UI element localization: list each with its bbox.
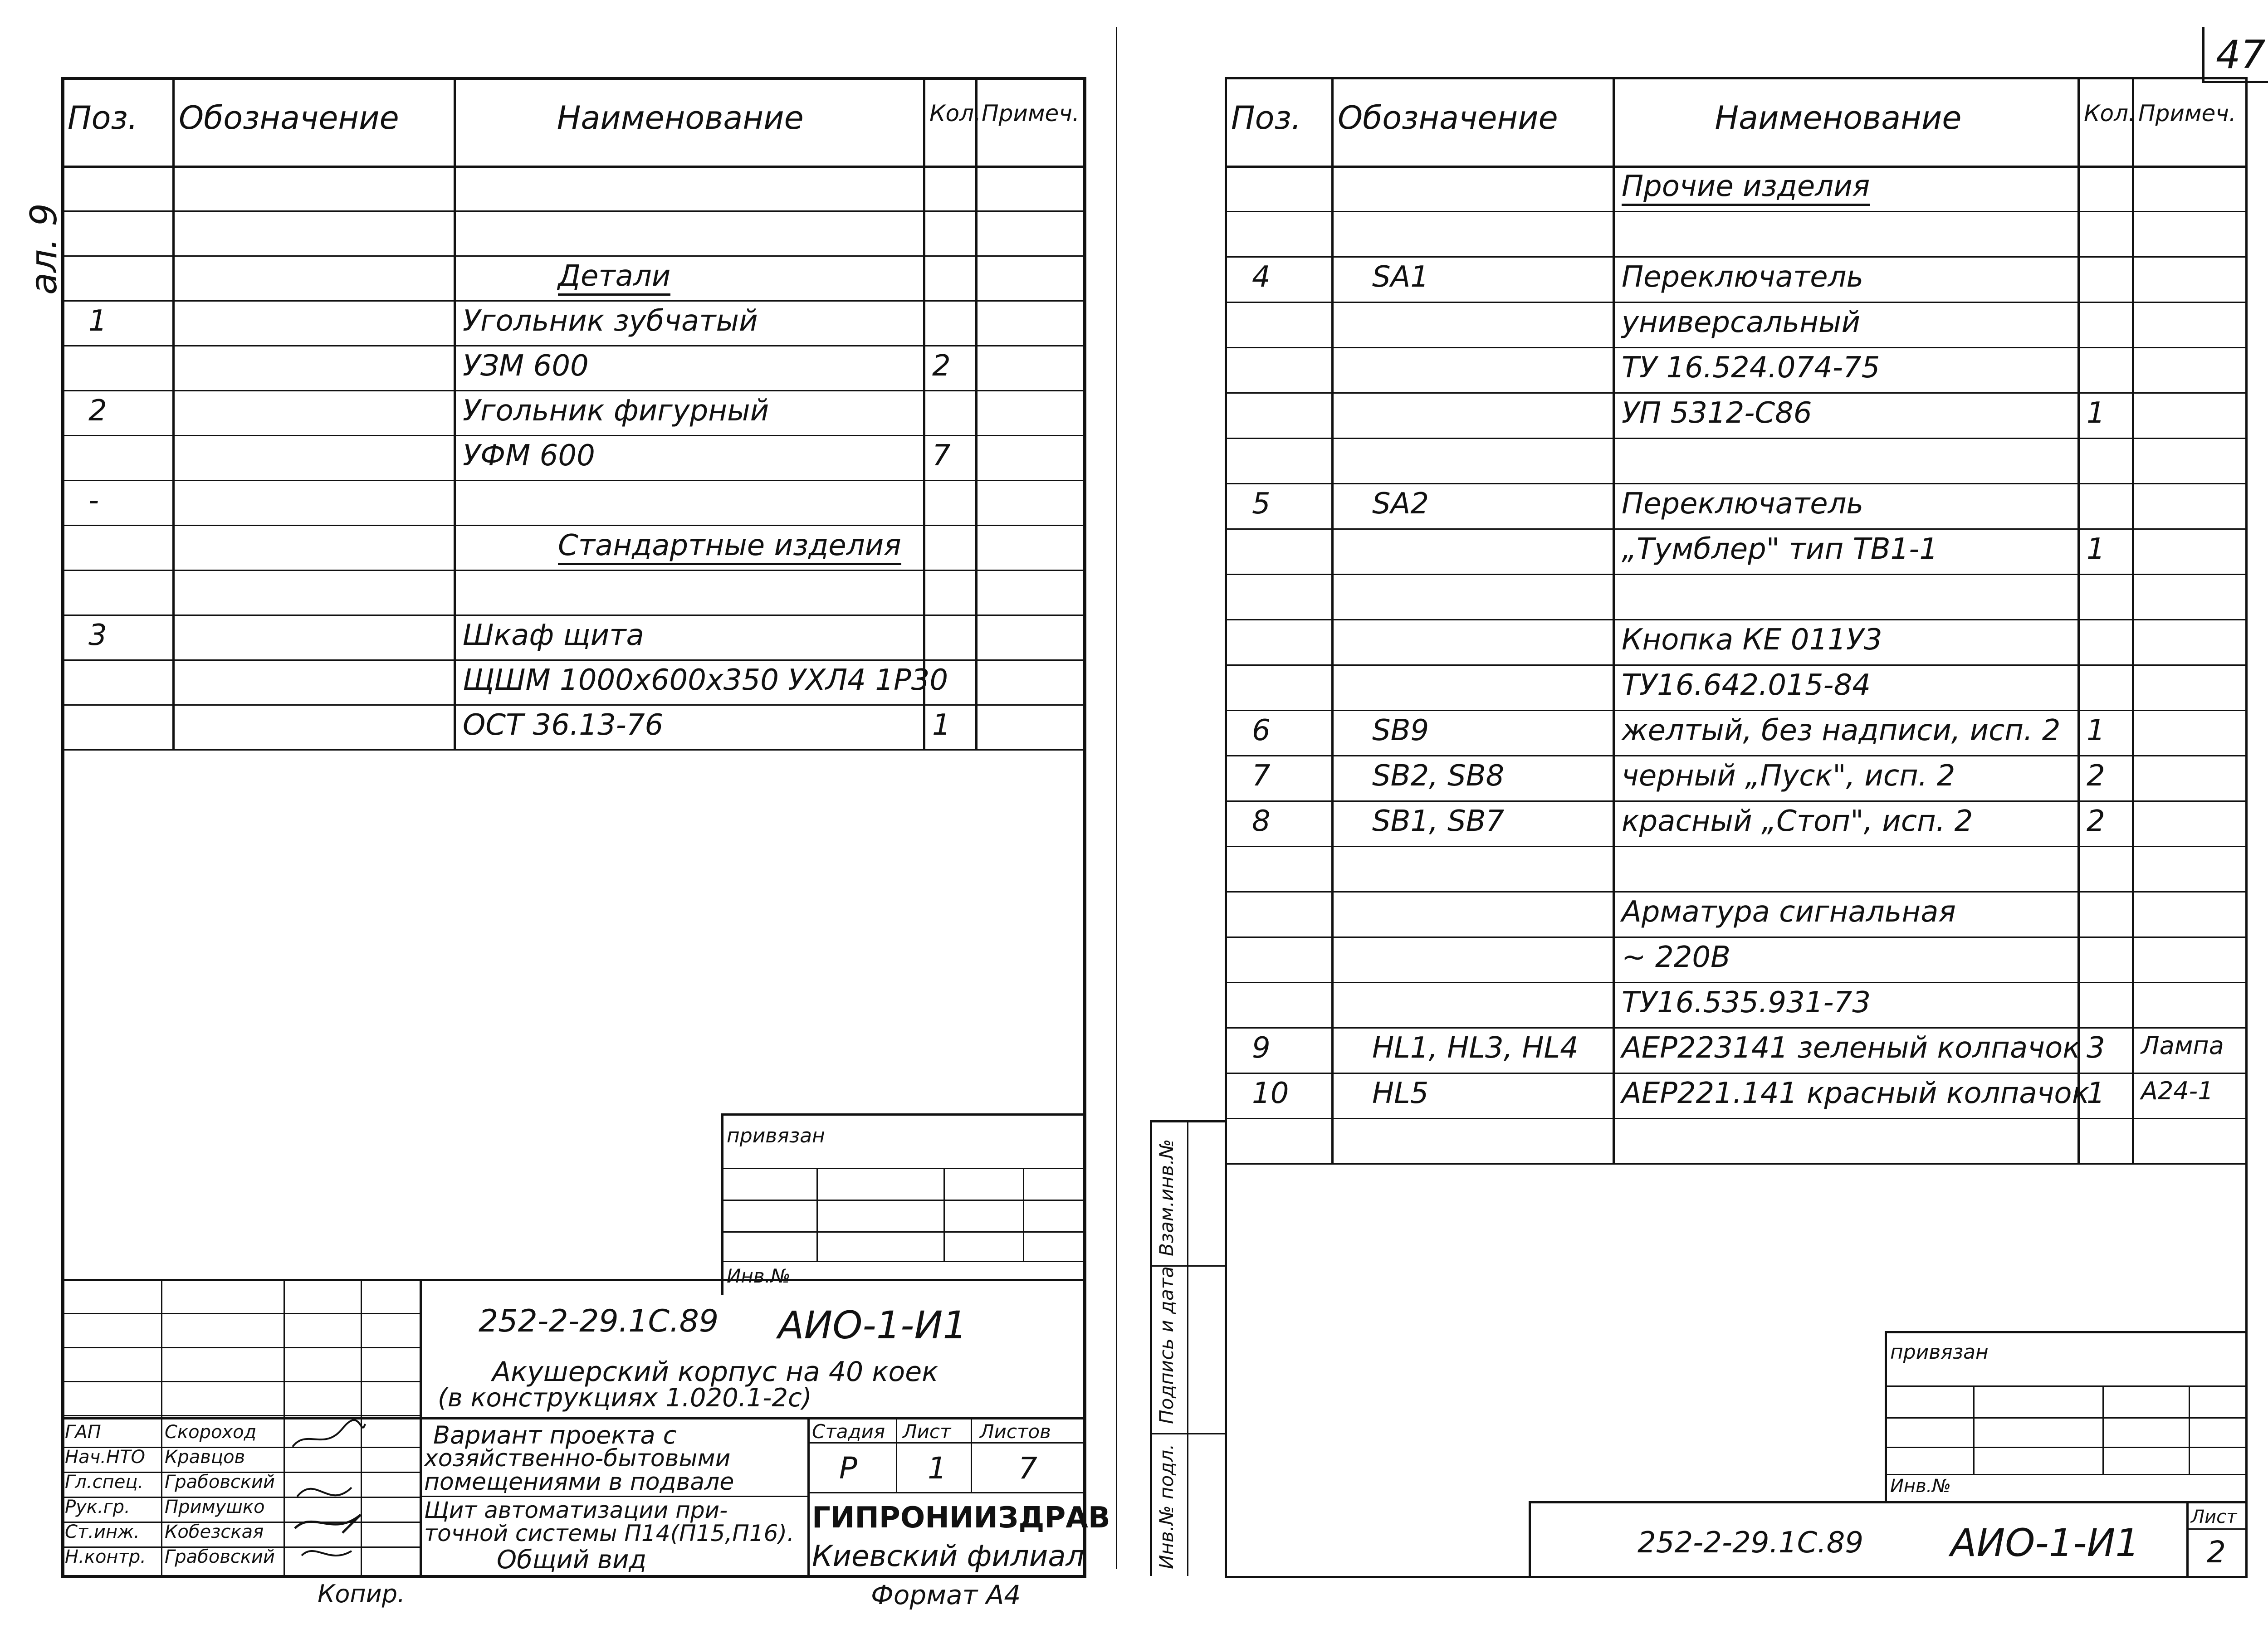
side-mark: ал. 9 <box>23 203 65 295</box>
right-spec-row-13-pos: 7 <box>1252 759 1271 793</box>
right-spec-row-2-designation: SA1 <box>1372 260 1429 294</box>
right-spec-row-12-qty: 1 <box>2087 714 2105 747</box>
staff-name: Кравцов <box>165 1447 245 1468</box>
right-spec-row-8-name: „Тумблер" тип ТВ1-1 <box>1622 532 1938 566</box>
left-spec-header-designation: Обозначение <box>179 99 399 137</box>
signature-scribbles <box>288 1419 370 1574</box>
right-spec-row-20-note: А24-1 <box>2141 1077 2214 1105</box>
left-inv-label: Инв.№ <box>727 1265 791 1287</box>
project-subtitle: (в конструкциях 1.020.1-2с) <box>438 1383 812 1413</box>
right-spec-row-4-name: ТУ 16.524.074-75 <box>1622 351 1880 385</box>
desc-line-6: Общий вид <box>497 1545 647 1575</box>
sheets-value: 7 <box>1018 1451 1037 1486</box>
staff-name: Скороход <box>165 1422 257 1443</box>
left-spec-row-4-name: УЗМ 600 <box>463 349 589 383</box>
sheet-divider <box>1116 27 1117 1569</box>
sheet-value: 1 <box>928 1451 947 1486</box>
right-spec-row-20-qty: 1 <box>2087 1077 2105 1110</box>
sheet-label: Лист <box>903 1420 951 1443</box>
right-spec-row-12-designation: SB9 <box>1372 714 1429 747</box>
staff-role: Ст.инж. <box>65 1522 140 1542</box>
stamp-orig-inv: Инв.№ подл. <box>1155 1444 1178 1569</box>
left-spec-row-7-pos: - <box>88 484 99 517</box>
left-spec-row-6-qty: 7 <box>932 439 951 473</box>
right-spec-row-13-qty: 2 <box>2087 759 2105 793</box>
right-spec-row-5-qty: 1 <box>2087 396 2105 430</box>
right-spec-row-13-name: черный „Пуск", исп. 2 <box>1622 759 1955 793</box>
right-spec-row-7-name: Переключатель <box>1622 487 1864 521</box>
project-title: Акушерский корпус на 40 коек <box>492 1356 938 1388</box>
right-spec-row-16-name: Арматура сигнальная <box>1622 895 1956 929</box>
stage-value: Р <box>839 1451 857 1486</box>
right-spec-row-10-name: Кнопка КЕ 011У3 <box>1622 623 1882 657</box>
left-spec-header-note: Примеч. <box>982 100 1080 127</box>
staff-role: ГАП <box>65 1422 101 1443</box>
staff-name: Грабовский <box>165 1546 275 1567</box>
right-spec-row-18-name: ТУ16.535.931-73 <box>1622 986 1871 1019</box>
right-spec-row-19-note: Лампа <box>2141 1031 2224 1060</box>
left-binding-box <box>721 1113 1086 1295</box>
right-spec-row-20-designation: HL5 <box>1372 1077 1429 1110</box>
right-spec-row-14-pos: 8 <box>1252 805 1271 838</box>
right-spec-row-19-pos: 9 <box>1252 1031 1271 1065</box>
right-spec-row-7-designation: SA2 <box>1372 487 1429 521</box>
desc-line-5: точной системы П14(П15,П16). <box>424 1520 794 1546</box>
desc-line-2: хозяйственно-бытовыми <box>424 1445 731 1472</box>
right-spec-row-11-name: ТУ16.642.015-84 <box>1622 668 1871 702</box>
left-spec-header-qty: Кол. <box>929 100 981 127</box>
left-spec-row-6-name: УФМ 600 <box>463 439 595 473</box>
stamp-repl-inv: Взам.инв.№ <box>1155 1139 1178 1256</box>
staff-name: Примушко <box>165 1497 265 1517</box>
left-spec-header-pos: Поз. <box>68 99 138 137</box>
copy-label: Копир. <box>318 1580 406 1608</box>
right-spec-row-17-name: ~ 220В <box>1622 941 1731 974</box>
right-inv-label: Инв.№ <box>1890 1476 1951 1497</box>
right-spec-row-19-qty: 3 <box>2087 1031 2105 1065</box>
left-spec-header-name: Наименование <box>557 99 804 137</box>
right-spec-row-2-name: Переключатель <box>1622 260 1864 294</box>
right-sheet-label: Лист <box>2191 1507 2237 1527</box>
left-spec-row-4-qty: 2 <box>932 349 951 383</box>
staff-name: Кобезская <box>165 1522 264 1542</box>
org-name: ГИПРОНИИЗДРАВ <box>812 1501 1110 1535</box>
staff-role: Н.контр. <box>65 1546 146 1567</box>
right-spec-row-20-name: АЕР221.141 красный колпачок <box>1622 1077 2090 1110</box>
staff-role: Гл.спец. <box>65 1472 144 1493</box>
right-binding-box <box>1885 1331 2248 1503</box>
right-spec-row-3-name: универсальный <box>1622 306 1861 339</box>
side-stamp <box>1150 1120 1225 1576</box>
right-spec-header-designation: Обозначение <box>1338 99 1558 137</box>
right-spec-header-name: Наименование <box>1715 99 1962 137</box>
left-spec-row-5-pos: 2 <box>88 394 107 428</box>
right-spec-row-13-designation: SB2, SB8 <box>1372 759 1505 793</box>
right-spec-row-19-designation: HL1, HL3, HL4 <box>1372 1031 1579 1065</box>
left-spec-row-5-name: Угольник фигурный <box>463 394 769 428</box>
right-spec-row-8-qty: 1 <box>2087 532 2105 566</box>
left-spec-row-3-pos: 1 <box>88 304 107 338</box>
right-binding-label: привязан <box>1890 1341 1989 1364</box>
staff-role: Рук.гр. <box>65 1497 130 1517</box>
stage-label: Стадия <box>812 1420 885 1443</box>
left-spec-row-11-name: ЩШМ 1000х600х350 УХЛ4 1Р30 <box>463 663 948 697</box>
left-title-block <box>61 1279 1110 1578</box>
desc-line-3: помещениями в подвале <box>424 1468 734 1496</box>
left-spec-row-12-name: ОСТ 36.13-76 <box>463 708 664 742</box>
right-spec-row-14-name: красный „Стоп", исп. 2 <box>1622 805 1973 838</box>
desc-line-1: Вариант проекта с <box>433 1421 677 1449</box>
right-spec-row-12-name: желтый, без надписи, исп. 2 <box>1622 714 2061 747</box>
right-spec-row-5-name: УП 5312-С86 <box>1622 396 1812 430</box>
right-spec-row-7-pos: 5 <box>1252 487 1271 521</box>
right-spec-row-0-name: Прочие изделия <box>1622 172 1870 206</box>
right-spec-row-14-designation: SB1, SB7 <box>1372 805 1505 838</box>
left-spec-row-3-name: Угольник зубчатый <box>463 304 758 338</box>
right-spec-row-19-name: АЕР223141 зеленый колпачок <box>1622 1031 2080 1065</box>
desc-line-4: Щит автоматизации при- <box>424 1497 728 1523</box>
right-spec-row-12-pos: 6 <box>1252 714 1271 747</box>
left-code: 252-2-29.1С.89 <box>479 1303 719 1339</box>
left-spec-row-8-name: Стандартные изделия <box>558 531 901 565</box>
page-number-box-underline <box>2202 81 2268 83</box>
left-binding-label: привязан <box>727 1124 825 1147</box>
right-code: 252-2-29.1С.89 <box>1637 1526 1864 1560</box>
right-spec-row-2-pos: 4 <box>1252 260 1271 294</box>
right-spec-header-note: Примеч. <box>2138 100 2236 127</box>
right-spec-header-pos: Поз. <box>1231 99 1301 137</box>
right-title-block <box>1529 1501 2248 1578</box>
left-spec-row-10-pos: 3 <box>88 619 107 652</box>
right-sheet-value: 2 <box>2207 1535 2226 1570</box>
left-spec-row-12-qty: 1 <box>932 708 951 742</box>
branch-name: Киевский филиал <box>812 1540 1085 1573</box>
left-spec-row-2-name: Детали <box>558 262 670 296</box>
left-spec-row-10-name: Шкаф щита <box>463 619 644 652</box>
page-number-box-border <box>2202 27 2204 82</box>
page-number: 47 <box>2216 32 2266 78</box>
right-spec-row-20-pos: 10 <box>1252 1077 1289 1110</box>
staff-role: Нач.НТО <box>65 1447 145 1468</box>
right-spec-header-qty: Кол. <box>2084 100 2136 127</box>
right-frame-top <box>1225 77 2248 79</box>
stamp-sign-date: Подпись и дата <box>1155 1266 1178 1424</box>
sheets-label: Листов <box>980 1420 1051 1443</box>
format-label: Формат А4 <box>871 1580 1021 1610</box>
left-doc: АИО-1-И1 <box>778 1303 967 1347</box>
staff-name: Грабовский <box>165 1472 275 1493</box>
right-doc: АИО-1-И1 <box>1950 1521 2140 1565</box>
right-spec-row-14-qty: 2 <box>2087 805 2105 838</box>
